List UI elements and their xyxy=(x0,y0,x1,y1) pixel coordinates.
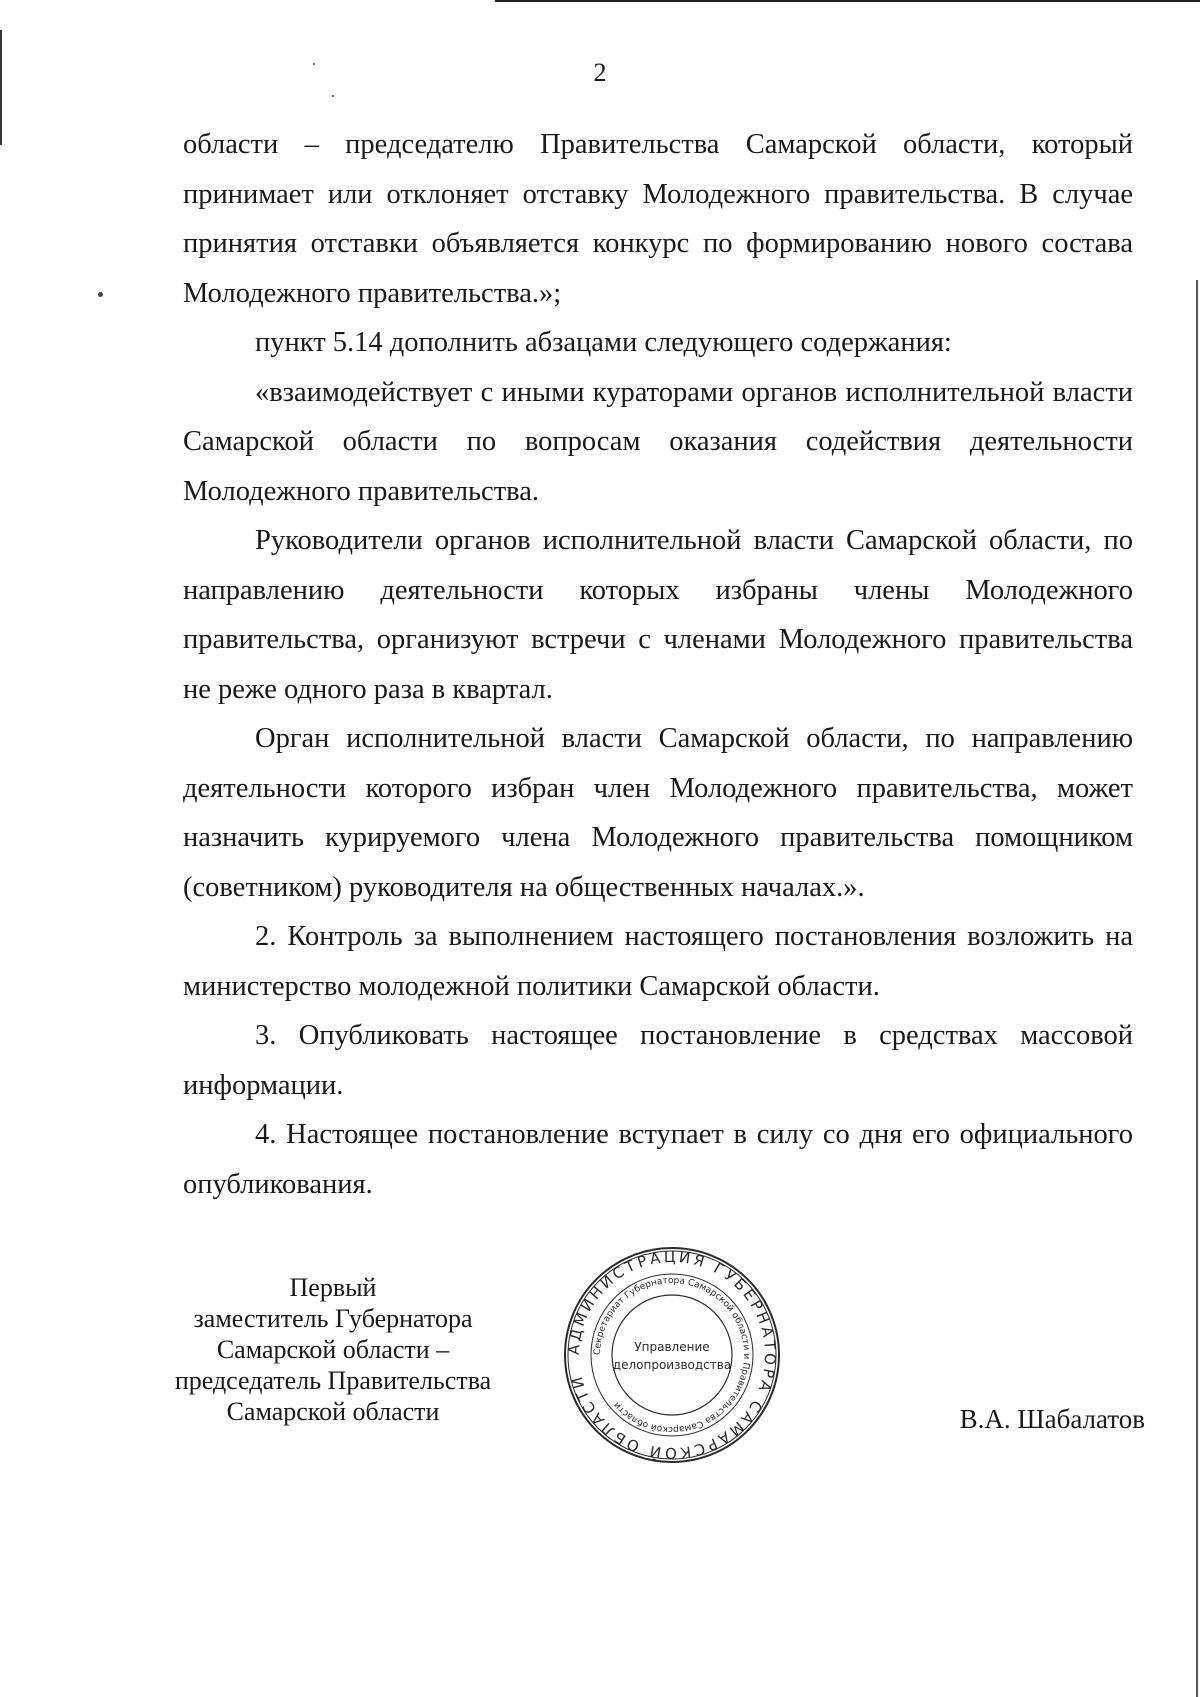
svg-text:Секретариат Губернатора Самарс xyxy=(593,1276,751,1434)
stamp-center-line: Управление xyxy=(634,1340,710,1354)
paragraph-quote-start: «взаимодействует с иными кураторами органов исполнительной власти Самарской области по вопросам оказания содействия деятельности Молодежного правительства. xyxy=(183,376,1133,507)
page-number: 2 xyxy=(593,58,607,87)
scan-speck xyxy=(332,95,334,97)
stamp-center-line: делопроизводства xyxy=(612,1358,732,1372)
paragraph-item-4: 4. Настоящее постановление вступает в силу со дня его официального опубликования. xyxy=(183,1119,1133,1200)
paragraph-item-3: 3. Опубликовать настоящее постановление в средствах массовой информации. xyxy=(183,1020,1133,1101)
signatory-name: В.А. Шабалатов xyxy=(959,1404,1145,1434)
position-line: Самарской области – xyxy=(216,1335,450,1364)
scan-edge-left xyxy=(0,30,2,145)
scan-speck xyxy=(98,292,103,297)
paragraph-heads-meetings: Руководители органов исполнительной власти Самарской области, по направлению деятельности которых избраны члены Молодежного правительства, организуют встречи с членами Молодежного правительства не реже одного раза в квартал. xyxy=(183,525,1133,705)
document-body xyxy=(183,120,1133,1209)
position-line: председатель Правительства xyxy=(174,1366,492,1395)
scan-edge-top xyxy=(495,0,1200,2)
official-stamp xyxy=(562,1245,782,1465)
stamp-outer-text: АДМИНИСТРАЦИЯ ГУБЕРНАТОРА САМАРСКОЙ ОБЛАСТИ xyxy=(564,1247,780,1463)
position-line: Самарской области xyxy=(226,1397,440,1426)
scan-edge-right xyxy=(1196,280,1198,1697)
position-line: заместитель Губернатора xyxy=(193,1304,473,1333)
stamp-inner-text: Секретариат Губернатора Самарской области и Правительства Самарской области xyxy=(592,1275,752,1435)
signatory-position xyxy=(158,1272,508,1427)
position-line: Первый xyxy=(289,1273,377,1302)
paragraph-item-2: 2. Контроль за выполнением настоящего постановления возложить на министерство молодежной политики Самарской области. xyxy=(183,921,1133,1002)
paragraph-continuation: области – председателю Правительства Самарской области, который принимает или отклоняет отставку Молодежного правительства. В случае принятия отставки объявляется конкурс по формированию нового состава Молодежного правительства.»; xyxy=(183,129,1133,309)
paragraph-amendment-intro: пункт 5.14 дополнить абзацами следующего содержания: xyxy=(255,327,952,358)
paragraph-advisor: Орган исполнительной власти Самарской области, по направлению деятельности которого избран член Молодежного правительства, может назначить курируемого члена Молодежного правительства помощником (советником) руководителя на общественных началах.». xyxy=(183,723,1133,903)
